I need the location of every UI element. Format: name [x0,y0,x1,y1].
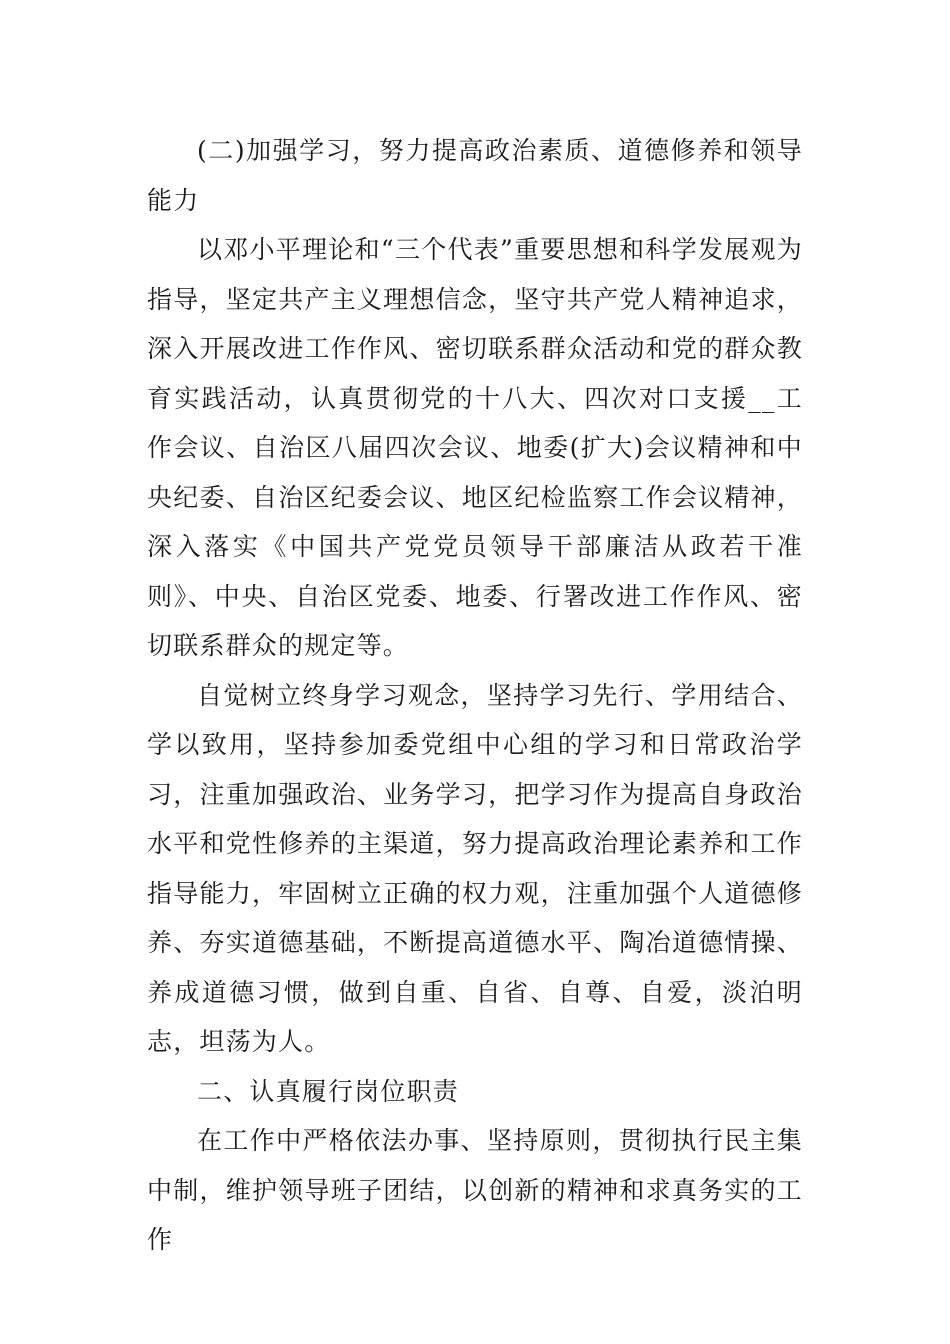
section-heading-study: (二)加强学习，努力提高政治素质、道德修养和领导能力 [147,136,803,215]
paragraph-theory-guidance: 以邓小平理论和“三个代表”重要思想和科学发展观为指导，坚定共产主义理想信念，坚守共产党人精神追求，深入开展改进工作作风、密切联系群众活动和党的群众教育实践活动，认真贯彻党的十八大、四次对口支援__工作会议、自治区八届四次会议、地委(扩大)会议精神和中央纪委、自治区纪委会议、地区纪检监察工作会议精神，深入落实《中国共产党党员领导干部廉洁从政若干准则》、中央、自治区党委、地委、行署改进工作作风、密切联系群众的规定等。 [147,235,803,660]
document-body [147,126,803,1265]
section-heading-duties: 二、认真履行岗位职责 [197,1076,460,1106]
paragraph-lifelong-learning: 自觉树立终身学习观念，坚持学习先行、学用结合、学以致用，坚持参加委党组中心组的学习和日常政治学习，注重加强政治、业务学习，把学习作为提高自身政治水平和党性修养的主渠道，努力提高政治理论素养和工作指导能力，牢固树立正确的权力观，注重加强个人道德修养、夯实道德基础，不断提高道德水平、陶冶道德情操、养成道德习惯，做到自重、自省、自尊、自爱，淡泊明志，坦荡为人。 [147,680,803,1056]
paragraph-work-principles: 在工作中严格依法办事、坚持原则，贯彻执行民主集中制，维护领导班子团结，以创新的精神和求真务实的工作 [147,1126,803,1254]
